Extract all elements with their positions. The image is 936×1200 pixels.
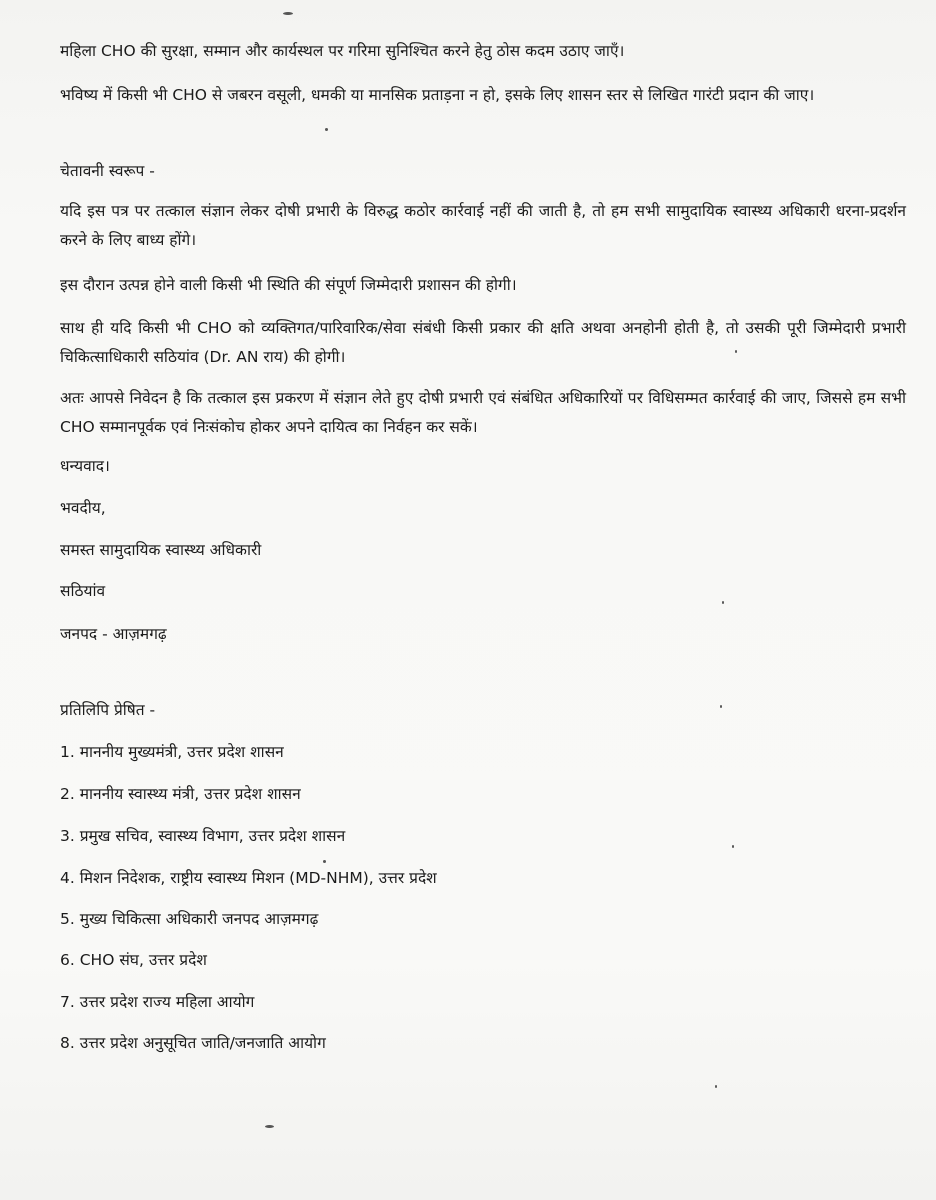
scan-speck (715, 1085, 717, 1088)
sender-line: समस्त सामुदायिक स्वास्थ्य अधिकारी (60, 541, 262, 559)
copy-recipient-7: 7. उत्तर प्रदेश राज्य महिला आयोग (60, 993, 255, 1011)
thanks-line: धन्यवाद। (60, 457, 110, 475)
copy-recipient-8: 8. उत्तर प्रदेश अनुसूचित जाति/जनजाति आयोग (60, 1034, 326, 1052)
scan-speck (283, 12, 293, 15)
copies-heading: प्रतिलिपि प्रेषित - (60, 701, 156, 719)
request-paragraph: अतः आपसे निवेदन है कि तत्काल इस प्रकरण में संज्ञान लेते हुए दोषी प्रभारी एवं संबंधित अधिकारियों पर विधिसम्मत कार्रवाई की जाए, जिससे हम सभी CHO सम्मानपूर्वक एवं निःसंकोच होकर अपने दायित्व का निर्वहन कर सकें। (60, 389, 906, 436)
scan-speck (732, 845, 734, 848)
copy-recipient-3: 3. प्रमुख सचिव, स्वास्थ्य विभाग, उत्तर प्रदेश शासन (60, 827, 346, 845)
copy-recipient-1: 1. माननीय मुख्यमंत्री, उत्तर प्रदेश शासन (60, 743, 284, 761)
warning-paragraph-2: इस दौरान उत्पन्न होने वाली किसी भी स्थिति की संपूर्ण जिम्मेदारी प्रशासन की होगी। (60, 276, 517, 294)
copy-recipient-2: 2. माननीय स्वास्थ्य मंत्री, उत्तर प्रदेश शासन (60, 785, 301, 803)
scan-speck (265, 1125, 274, 1128)
copy-recipient-6: 6. CHO संघ, उत्तर प्रदेश (60, 951, 207, 969)
warning-paragraph-3: साथ ही यदि किसी भी CHO को व्यक्तिगत/पारिवारिक/सेवा संबंधी किसी प्रकार की क्षति अथवा अनहोनी होती है, तो उसकी पूरी जिम्मेदारी प्रभारी चिकित्साधिकारी सठियांव (Dr. AN राय) की होगी। (60, 319, 906, 366)
salutation-line: भवदीय, (60, 499, 106, 517)
scan-speck (323, 860, 326, 863)
scan-speck (325, 128, 328, 131)
scan-speck (722, 601, 724, 604)
block-line: सठियांव (60, 582, 106, 600)
scan-speck (720, 705, 722, 708)
copy-recipient-5: 5. मुख्य चिकित्सा अधिकारी जनपद आज़मगढ़ (60, 910, 319, 928)
warning-paragraph-1: यदि इस पत्र पर तत्काल संज्ञान लेकर दोषी प्रभारी के विरुद्ध कठोर कार्रवाई नहीं की जाती है, तो हम सभी सामुदायिक स्वास्थ्य अधिकारी धरना-प्रदर्शन करने के लिए बाध्य होंगे। (60, 202, 906, 249)
district-line: जनपद - आज़मगढ़ (60, 625, 167, 643)
demand-point-1: महिला CHO की सुरक्षा, सम्मान और कार्यस्थल पर गरिमा सुनिश्चित करने हेतु ठोस कदम उठाए जाएँ। (60, 42, 625, 60)
warning-heading: चेतावनी स्वरूप - (60, 162, 155, 180)
copy-recipient-4: 4. मिशन निदेशक, राष्ट्रीय स्वास्थ्य मिशन (MD-NHM), उत्तर प्रदेश (60, 869, 437, 887)
demand-point-2: भविष्य में किसी भी CHO से जबरन वसूली, धमकी या मानसिक प्रताड़ना न हो, इसके लिए शासन स्तर से लिखित गारंटी प्रदान की जाए। (60, 86, 815, 104)
